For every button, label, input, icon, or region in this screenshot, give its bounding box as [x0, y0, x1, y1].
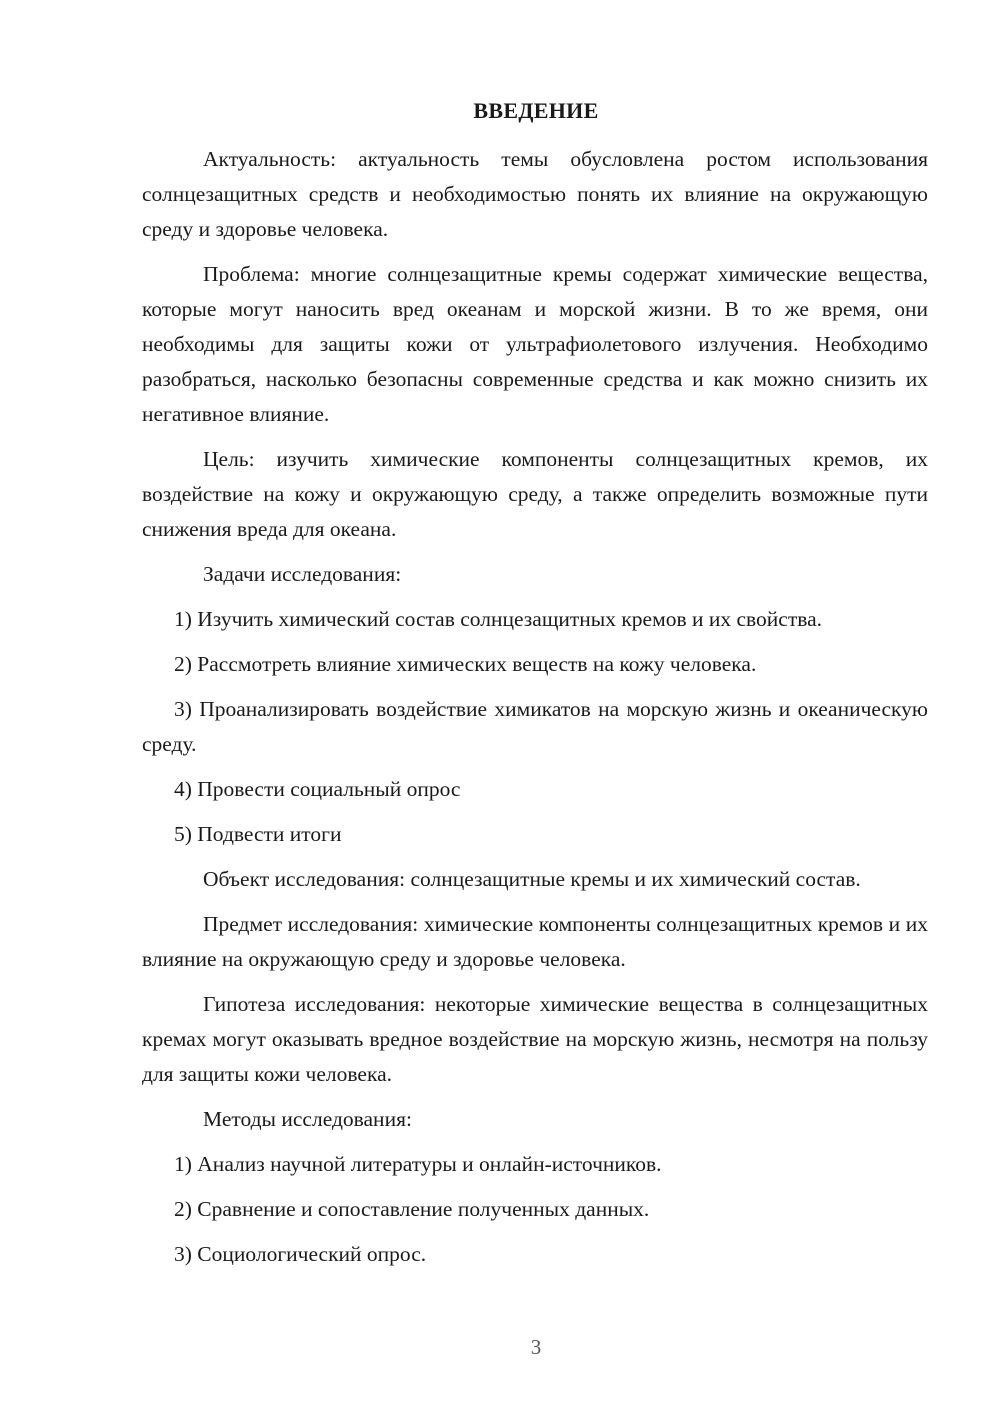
method-item-2: 2) Сравнение и сопоставление полученных данных. — [174, 1197, 650, 1221]
method-item-3: 3) Социологический опрос. — [174, 1242, 427, 1266]
task-item-5: 5) Подвести итоги — [174, 822, 342, 846]
page-title: ВВЕДЕНИЕ — [473, 98, 599, 123]
method-item-1: 1) Анализ научной литературы и онлайн-источников. — [174, 1152, 662, 1176]
paragraph-object: Объект исследования: солнцезащитные кремы и их химический состав. — [203, 867, 861, 891]
tasks-heading: Задачи исследования: — [203, 562, 402, 586]
task-item-3: 3) Проанализировать воздействие химикатов на морскую жизнь и океаническую среду. — [142, 697, 928, 756]
paragraph-problem: Проблема: многие солнцезащитные кремы содержат химические вещества, которые могут наносить вред океанам и морской жизни. В то же время, они необходимы для защиты кожи от ультрафиолетового излучения. Необходимо разобраться, насколько безопасны современные средства и как можно снизить их негативное влияние. — [142, 262, 928, 426]
paragraph-subject: Предмет исследования: химические компоненты солнцезащитных кремов и их влияние на окружающую среду и здоровье человека. — [142, 912, 928, 971]
task-item-2: 2) Рассмотреть влияние химических веществ на кожу человека. — [174, 652, 757, 676]
task-item-4: 4) Провести социальный опрос — [174, 777, 461, 801]
paragraph-relevance: Актуальность: актуальность темы обусловлена ростом использования солнцезащитных средств и необходимостью понять их влияние на окружающую среду и здоровье человека. — [142, 147, 928, 241]
task-item-1: 1) Изучить химический состав солнцезащитных кремов и их свойства. — [174, 607, 823, 631]
methods-heading: Методы исследования: — [203, 1107, 412, 1131]
paragraph-goal: Цель: изучить химические компоненты солнцезащитных кремов, их воздействие на кожу и окружающую среду, а также определить возможные пути снижения вреда для океана. — [142, 447, 928, 541]
paragraph-hypothesis: Гипотеза исследования: некоторые химические вещества в солнцезащитных кремах могут оказывать вредное воздействие на морскую жизнь, несмотря на пользу для защиты кожи человека. — [142, 992, 928, 1086]
page-number: 3 — [530, 1335, 542, 1359]
document-body — [142, 142, 928, 1282]
